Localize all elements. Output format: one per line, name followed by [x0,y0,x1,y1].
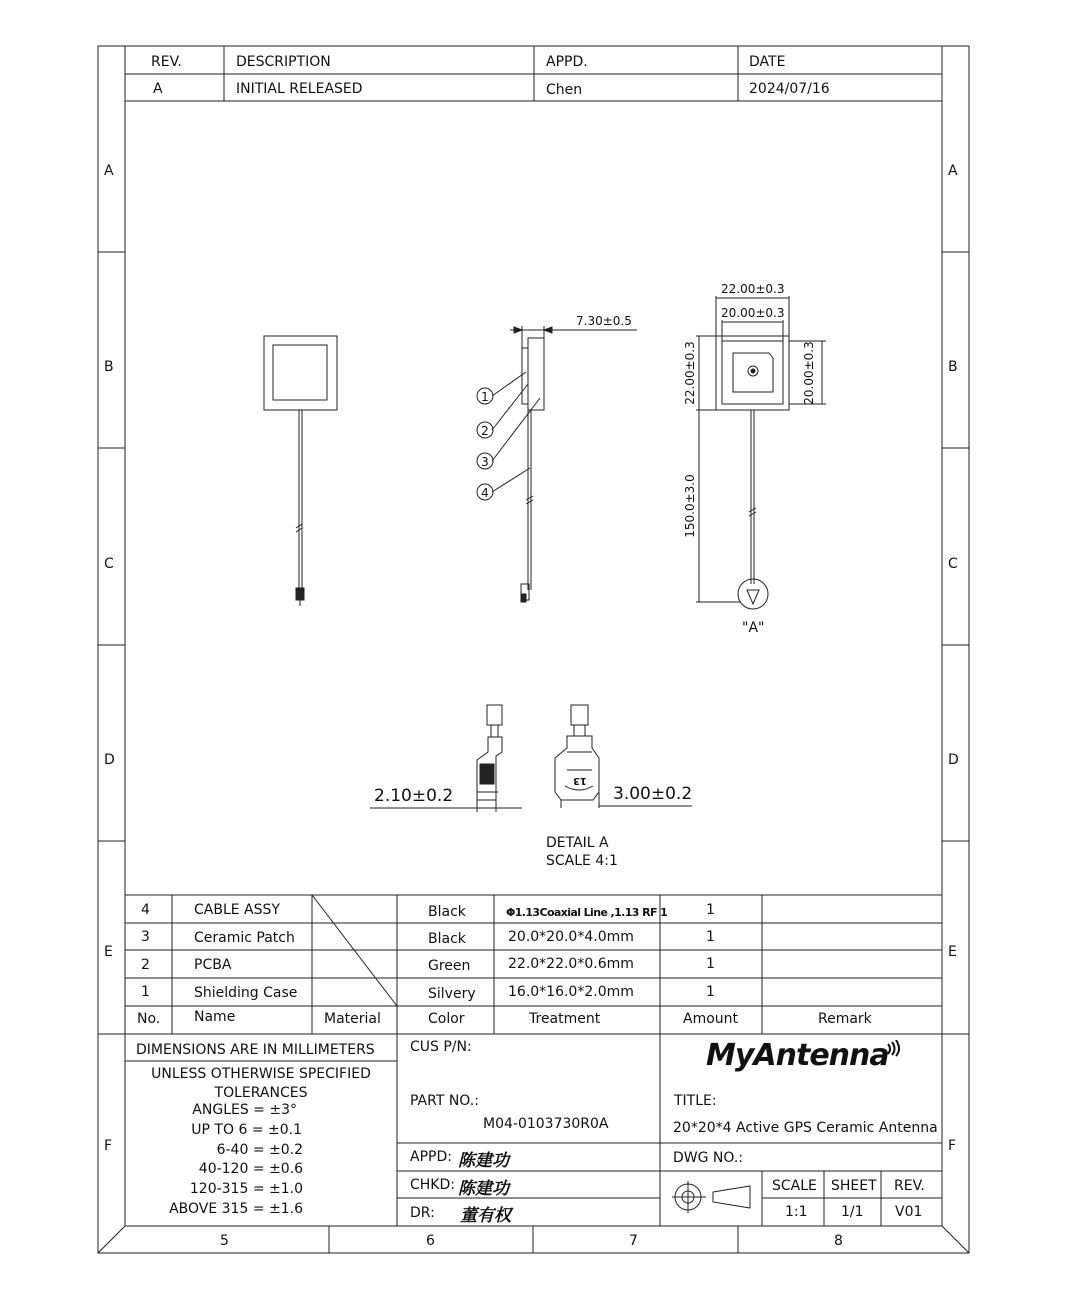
dimensions-note: DIMENSIONS ARE IN MILLIMETERS [136,1042,375,1058]
balloon-2: 2 [481,424,489,438]
balloon-4: 4 [481,486,489,500]
description-header: DESCRIPTION [236,54,331,70]
bom-treatment: Φ1.13Coaxial Line ,1.13 RF 1 [506,906,668,919]
zone-b-left: B [104,359,114,375]
bom-no: 4 [141,902,150,918]
bom-name: Ceramic Patch [194,930,295,946]
rev-value-title: V01 [895,1204,923,1220]
cus-pn-label: CUS P/N: [410,1039,472,1055]
zone-col-8: 8 [834,1233,843,1249]
bom-amount: 1 [706,902,715,918]
bom-no: 3 [141,929,150,945]
zone-c-left: C [104,556,114,572]
date-header: DATE [749,54,786,70]
zone-d-left: D [104,752,115,768]
part-no-label: PART NO.: [410,1093,479,1109]
balloon-1: 1 [481,390,489,404]
part-no-value: M04-0103730R0A [483,1116,609,1132]
bom-header-color: Color [428,1011,465,1027]
zone-col-5: 5 [220,1233,229,1249]
signal-icon [884,1040,902,1058]
dwg-no-label: DWG NO.: [673,1150,744,1166]
bom-header-treatment: Treatment [529,1011,601,1027]
bom-amount: 1 [706,929,715,945]
dim-cable-offset: 7.30±0.5 [576,314,632,328]
dim-cable-length: 150.0±3.0 [683,474,697,538]
bom-name: Shielding Case [194,985,298,1001]
zone-e-right: E [948,944,957,960]
bom-treatment: 22.0*22.0*0.6mm [508,956,634,972]
dim-connector-height: 2.10±0.2 [374,786,454,806]
bom-amount: 1 [706,984,715,1000]
zone-f-left: F [104,1138,113,1154]
zone-d-right: D [948,752,959,768]
detail-title: DETAIL A [546,835,609,851]
bom-treatment: 20.0*20.0*4.0mm [508,929,634,945]
bom-color: Green [428,958,471,974]
company-logo: MyAntenna [706,1038,889,1073]
bom-header-no: No. [137,1011,161,1027]
zone-b-right: B [948,359,958,375]
balloon-3: 3 [481,455,489,469]
scale-value: 1:1 [785,1204,808,1220]
zone-col-7: 7 [629,1233,638,1249]
sheet-value: 1/1 [841,1204,864,1220]
dim-connector-width: 3.00±0.2 [613,784,693,804]
dim-inner-width: 20.00±0.3 [721,306,785,320]
dim-outer-height: 22.00±0.3 [683,341,697,405]
detail-a-side [474,705,522,812]
zone-col-6: 6 [426,1233,435,1249]
sheet-label: SHEET [831,1178,877,1194]
date-value: 2024/07/16 [749,81,830,97]
tolerance-up-to-6: UP TO 6 = ±0.1 [191,1122,302,1138]
bom-name: PCBA [194,957,232,973]
connector-mark: 13 [573,775,587,786]
tolerance-6-40: 6-40 = ±0.2 [216,1142,303,1158]
bom-header-amount: Amount [683,1011,739,1027]
detail-scale: SCALE 4:1 [546,853,618,869]
appd-signature: 陈建功 [458,1151,509,1171]
front-view [264,336,337,606]
bom-treatment: 16.0*16.0*2.0mm [508,984,634,1000]
tolerance-120-315: 120-315 = ±1.0 [189,1181,303,1197]
zone-a-right: A [948,163,958,179]
detail-callout: "A" [742,620,765,636]
rev-label: REV. [894,1178,925,1194]
chkd-label: CHKD: [410,1177,455,1193]
dim-outer-width: 22.00±0.3 [721,282,785,296]
chkd-signature: 陈建功 [458,1179,509,1199]
bom-no: 2 [141,957,150,973]
tolerance-line-1: UNLESS OTHERWISE SPECIFIED [151,1066,371,1082]
bom-amount: 1 [706,956,715,972]
drawing-title: 20*20*4 Active GPS Ceramic Antenna [673,1120,938,1136]
dim-inner-height: 20.00±0.3 [802,341,816,405]
dr-signature: 董有权 [460,1206,511,1226]
bom-no: 1 [141,984,150,1000]
tolerance-40-120: 40-120 = ±0.6 [198,1161,303,1177]
zone-c-right: C [948,556,958,572]
side-view [477,326,637,602]
zone-a-left: A [104,163,114,179]
appd-value: Chen [546,82,583,98]
rev-header: REV. [151,54,182,70]
zone-f-right: F [948,1138,957,1154]
bom-color: Black [428,904,466,920]
title-label: TITLE: [674,1093,717,1109]
bom-header-name: Name [194,1009,236,1025]
bom-header-material: Material [324,1011,381,1027]
zone-e-left: E [104,944,113,960]
description-value: INITIAL RELEASED [236,81,363,97]
scale-label: SCALE [772,1178,817,1194]
appd-label: APPD: [410,1149,452,1165]
rev-value: A [153,81,163,97]
tolerance-angles: ANGLES = ±3° [192,1102,297,1118]
bom-name: CABLE ASSY [194,902,280,918]
bom-color: Silvery [428,986,476,1002]
appd-header: APPD. [546,54,588,70]
bom-color: Black [428,931,466,947]
bom-header-remark: Remark [818,1011,872,1027]
tolerance-line-2: TOLERANCES [214,1085,308,1101]
dr-label: DR: [410,1205,435,1221]
tolerance-above-315: ABOVE 315 = ±1.6 [169,1201,303,1217]
projection-symbol [672,1181,750,1213]
